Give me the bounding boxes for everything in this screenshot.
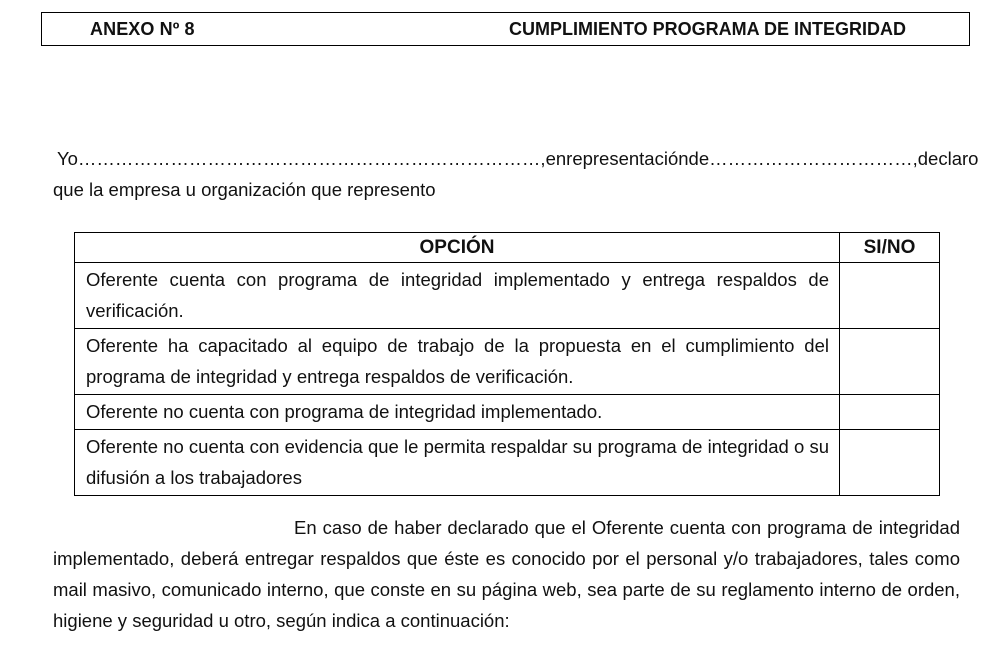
declaration-paragraph (53, 143, 979, 205)
declaration-line-1 (53, 143, 979, 174)
option-cell: Oferente no cuenta con programa de integridad implementado. (75, 395, 840, 430)
table-row (75, 329, 940, 395)
declaration-company-blank: de……………………………, (688, 148, 918, 169)
table-row (75, 430, 940, 496)
declaration-name-blank: Yo…………………………………………………………………,en (57, 148, 567, 169)
column-header-option: OPCIÓN (75, 233, 840, 263)
answer-cell[interactable] (840, 263, 940, 329)
option-cell: Oferente ha capacitado al equipo de trabajo de la propuesta en el cumplimiento del programa de integridad y entrega respaldos de verificación. (75, 329, 840, 395)
annex-number: ANEXO Nº 8 (90, 19, 195, 39)
closing-paragraph (53, 512, 960, 636)
option-cell: Oferente no cuenta con evidencia que le permita respaldar su programa de integridad o su difusión a los trabajadores (75, 430, 840, 496)
table-row (75, 395, 940, 430)
column-header-yes-no: SI/NO (840, 233, 940, 263)
annex-header (41, 12, 970, 46)
table-row (75, 263, 940, 329)
table-header-row (75, 233, 940, 263)
option-cell: Oferente cuenta con programa de integridad implementado y entrega respaldos de verificación. (75, 263, 840, 329)
annex-title: CUMPLIMIENTO PROGRAMA DE INTEGRIDAD (509, 19, 907, 39)
declaration-line-2: que la empresa u organización que represento (53, 179, 436, 200)
answer-cell[interactable] (840, 430, 940, 496)
options-table (74, 232, 940, 496)
declaration-word: representación (566, 148, 689, 169)
answer-cell[interactable] (840, 395, 940, 430)
answer-cell[interactable] (840, 329, 940, 395)
declaration-word: declaro (917, 148, 979, 169)
closing-text: En caso de haber declarado que el Oferente cuenta con programa de integridad implementado, deberá entregar respaldos que éste es conocido por el personal y/o trabajadores, tales como mail masivo, comunicado interno, que conste en su página web, sea parte de su reglamento interno de orden, higiene y seguridad u otro, según indica a continuación: (53, 517, 960, 631)
